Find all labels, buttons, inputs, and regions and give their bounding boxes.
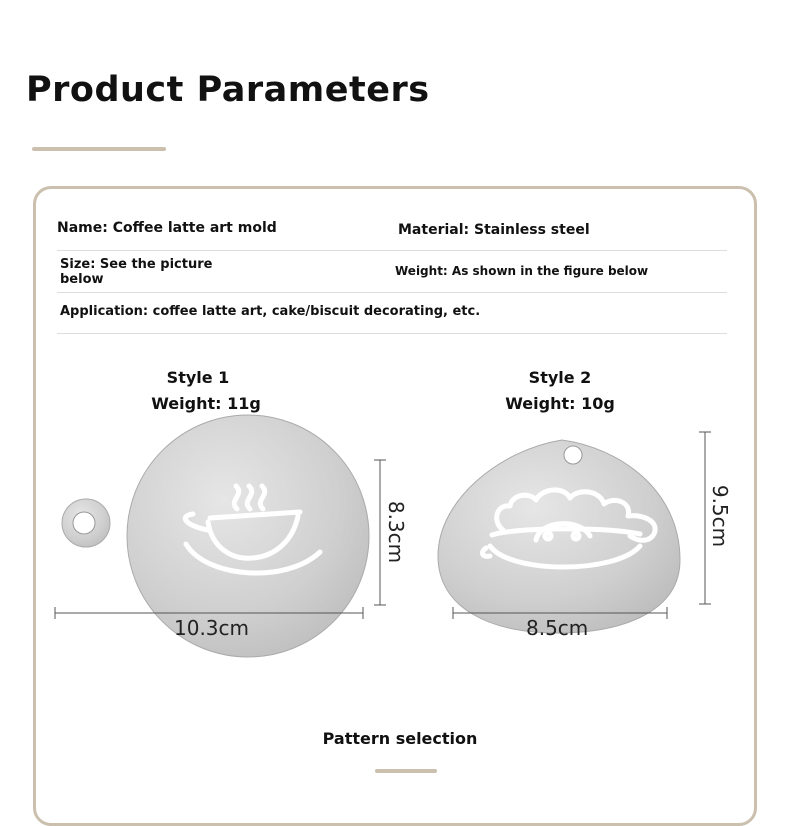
page-title: Product Parameters bbox=[26, 70, 430, 110]
style2-width-label: 8.5cm bbox=[526, 616, 589, 640]
param-weight: Weight: As shown in the figure below bbox=[395, 264, 649, 278]
param-size-line2: below bbox=[60, 272, 104, 287]
style1-name: Style 1 bbox=[166, 368, 230, 387]
style1-height-label: 8.3cm bbox=[384, 500, 408, 564]
style1-width-label: 10.3cm bbox=[174, 616, 250, 640]
style2-stencil bbox=[438, 440, 680, 633]
param-material: Material: Stainless steel bbox=[398, 222, 590, 238]
style2-weight: Weight: 10g bbox=[505, 394, 615, 413]
param-application: Application: coffee latte art, cake/biscuit decorating, etc. bbox=[60, 304, 481, 319]
style2-height-label: 9.5cm bbox=[708, 484, 732, 548]
param-size-line1: Size: See the picture bbox=[60, 257, 213, 272]
pattern-selection-heading: Pattern selection bbox=[322, 729, 478, 748]
param-name: Name: Coffee latte art mold bbox=[57, 220, 277, 236]
footer-underline bbox=[375, 769, 437, 773]
style1-weight: Weight: 11g bbox=[151, 394, 261, 413]
style2-name: Style 2 bbox=[528, 368, 592, 387]
